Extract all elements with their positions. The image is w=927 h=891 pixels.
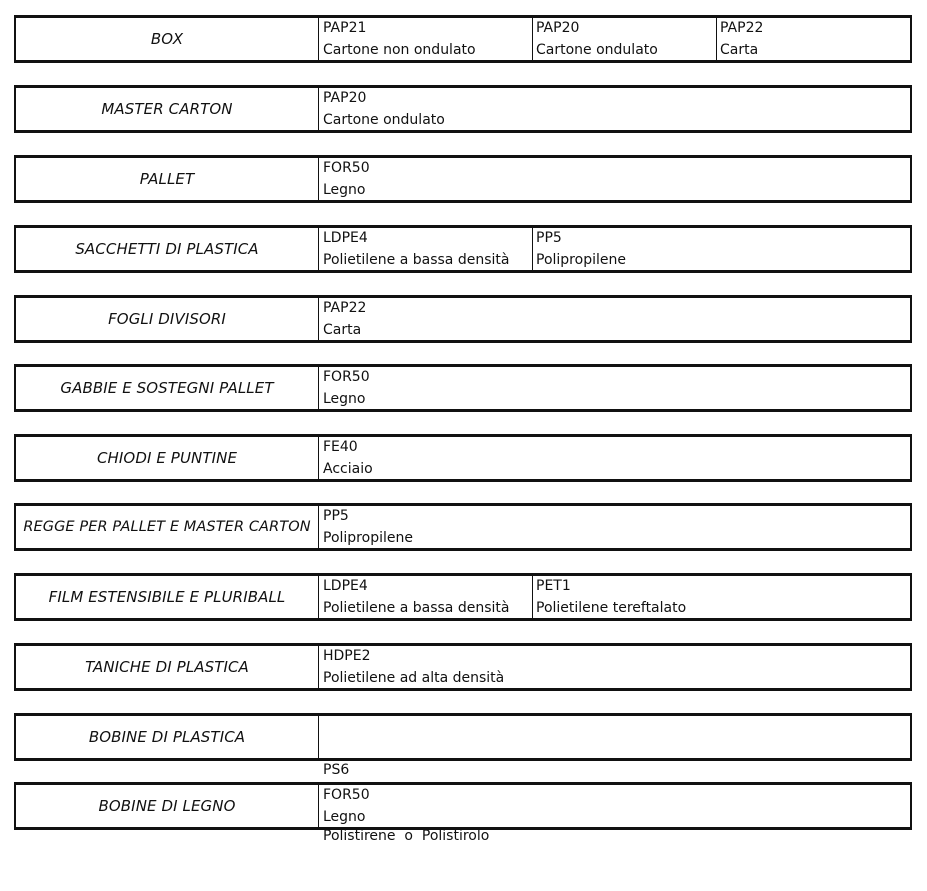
packaging-label: PALLET (16, 158, 319, 200)
material-code: PS6 (323, 762, 350, 778)
packaging-row-fogli-divisori (14, 295, 912, 343)
material-cell (532, 576, 910, 618)
packaging-row-box (14, 15, 912, 63)
material-code: FOR50 (323, 787, 370, 803)
material-name: Polistirene o Polistirolo (323, 828, 490, 844)
material-code: FOR50 (323, 160, 370, 176)
material-cell (532, 228, 910, 270)
packaging-label: GABBIE E SOSTEGNI PALLET (16, 367, 319, 409)
material-code: PP5 (536, 230, 562, 246)
packaging-label: BOBINE DI PLASTICA (16, 716, 319, 758)
material-code: FOR50 (323, 369, 370, 385)
material-code: LDPE4 (323, 578, 368, 594)
material-cell (320, 785, 910, 827)
material-code: PAP21 (323, 20, 367, 36)
material-code: PAP20 (323, 90, 367, 106)
material-name: Polietilene a bassa densità (323, 600, 510, 616)
material-cell (320, 506, 910, 548)
material-cell (320, 367, 910, 409)
packaging-row-film-estensibile (14, 573, 912, 621)
material-code: HDPE2 (323, 648, 371, 664)
packaging-label: FOGLI DIVISORI (16, 298, 319, 340)
material-name: Legno (323, 182, 366, 198)
packaging-label: BOBINE DI LEGNO (16, 785, 319, 827)
material-cell (320, 576, 532, 618)
material-name: Polietilene a bassa densità (323, 252, 510, 268)
material-cell (320, 18, 532, 60)
material-name: Polipropilene (536, 252, 626, 268)
material-code: PET1 (536, 578, 571, 594)
material-name: Cartone non ondulato (323, 42, 476, 58)
material-name: Polietilene ad alta densità (323, 670, 505, 686)
material-name: Carta (323, 322, 362, 338)
material-code: PAP22 (720, 20, 764, 36)
material-cell (320, 298, 910, 340)
packaging-row-master-carton (14, 85, 912, 133)
material-name: Polietilene tereftalato (536, 600, 687, 616)
material-cell (532, 18, 716, 60)
packaging-row-chiodi-e-puntine (14, 434, 912, 482)
material-cell (320, 646, 910, 688)
packaging-label: BOX (16, 18, 319, 60)
material-name: Polipropilene (323, 530, 413, 546)
material-code: PAP20 (536, 20, 580, 36)
material-code: PP5 (323, 508, 349, 524)
material-code: PAP22 (323, 300, 367, 316)
material-code: FE40 (323, 439, 358, 455)
packaging-row-regge-per-pallet (14, 503, 912, 551)
packaging-row-bobine-di-legno (14, 782, 912, 830)
packaging-row-pallet (14, 155, 912, 203)
material-name: Carta (720, 42, 759, 58)
material-code: LDPE4 (323, 230, 368, 246)
material-name: Cartone ondulato (323, 112, 445, 128)
packaging-label: REGGE PER PALLET E MASTER CARTON (16, 506, 319, 548)
material-cell (320, 88, 910, 130)
packaging-row-taniche-di-plastica (14, 643, 912, 691)
material-name: Legno (323, 391, 366, 407)
packaging-row-sacchetti-di-plastica (14, 225, 912, 273)
material-cell (320, 228, 532, 270)
material-name: Legno (323, 809, 366, 825)
material-cell (716, 18, 910, 60)
material-name: Acciaio (323, 461, 373, 477)
material-cell (320, 437, 910, 479)
packaging-label: MASTER CARTON (16, 88, 319, 130)
packaging-label: CHIODI E PUNTINE (16, 437, 319, 479)
material-cell (320, 158, 910, 200)
packaging-row-gabbie-e-sostegni-pallet (14, 364, 912, 412)
packaging-label: FILM ESTENSIBILE E PLURIBALL (16, 576, 319, 618)
material-name: Cartone ondulato (536, 42, 658, 58)
packaging-label: SACCHETTI DI PLASTICA (16, 228, 319, 270)
packaging-label: TANICHE DI PLASTICA (16, 646, 319, 688)
